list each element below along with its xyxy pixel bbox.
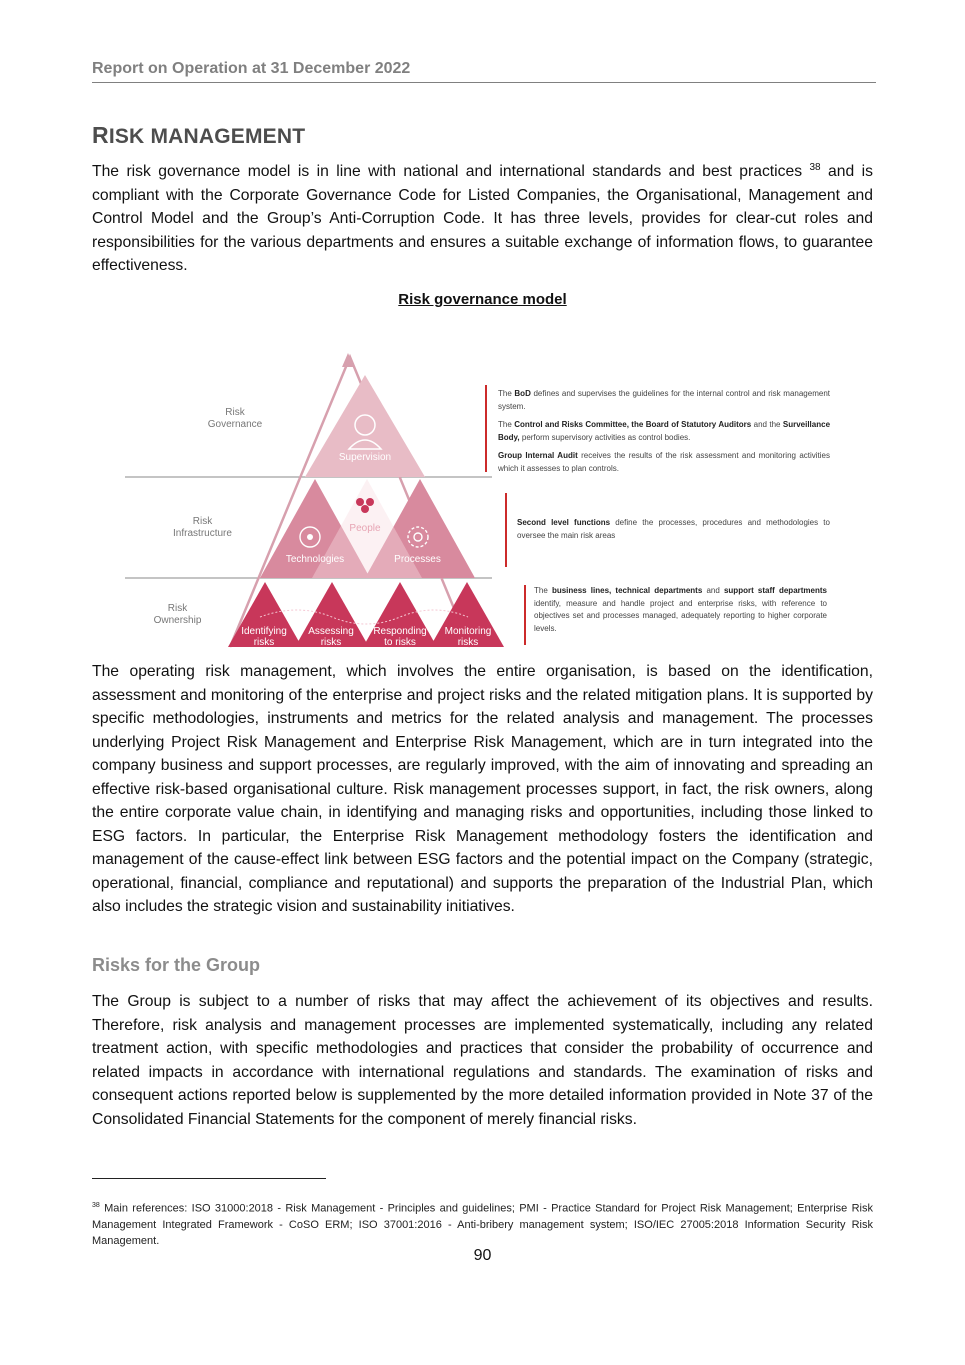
technologies-label: Technologies: [285, 554, 345, 565]
people-icon-3: [361, 505, 369, 513]
footnote-number: 38: [92, 1202, 100, 1209]
ownership-desc-text: [534, 585, 827, 635]
processes-label: Processes: [394, 554, 441, 565]
governance-desc-audit: [498, 450, 830, 475]
people-label: People: [349, 523, 381, 534]
level-label-ownership-l1: Risk: [167, 603, 188, 614]
desc1-a2: BoD: [514, 389, 531, 398]
desc1-c1: Group Internal Audit: [498, 451, 578, 460]
section-title-initial: R: [92, 122, 109, 148]
desc1-b3: and the: [751, 420, 783, 429]
network-icon-dot: [307, 534, 313, 540]
desc3-a3: and: [702, 586, 724, 595]
desc3-a1: The: [534, 586, 552, 595]
level-label-infrastructure-l2: Infrastructure: [173, 528, 232, 539]
operating-risk-paragraph: The operating risk management, which involves the entire organisation, is based on the identification, assessment and monitoring of the enterprise and project risks and the related mitigation plans. It is supported by specific methodologies, instruments and metrics for the related analysis and management. The processes underlying Project Risk Management and Enterprise Risk Management, which are in turn integrated into the company business and support processes, are regularly improved, with the aim of innovating and spreading an effective risk-based organisational culture. Risk management processes support, in fact, the risk owners, along the entire corporate value chain, in identifying and managing risks and opportunities, including those linked to ESG factors. In particular, the Enterprise Risk Management methodology fosters the identification and management of the cause-effect link between ESG factors and the potential impact on the Company (strategic, operational, financial, compliance and reputational) and supports the preparation of the Industrial Plan, which also includes the strategic vision and sustainability initiatives.: [92, 663, 873, 915]
bottom-label-identifying-l2: risks: [253, 637, 275, 648]
footnote: [92, 1198, 873, 1249]
desc1-b1: The: [498, 420, 515, 429]
ownership-description: [534, 585, 827, 641]
bottom-label-assessing: [302, 626, 360, 648]
bottom-label-responding-l1: Responding: [373, 626, 427, 637]
subheading-risks-for-group: Risks for the Group: [92, 955, 261, 975]
supervision-label: Supervision: [338, 452, 392, 463]
bottom-label-responding: [370, 626, 430, 648]
governance-description: [498, 388, 830, 481]
risk-governance-diagram: [120, 345, 850, 650]
footnote-reference[interactable]: 38: [809, 161, 821, 173]
desc3-a2: business lines, technical departments: [551, 586, 703, 595]
level-label-infrastructure-l1: Risk: [192, 516, 213, 527]
section-title-rest: ISK MANAGEMENT: [108, 125, 306, 148]
desc1-a1: The: [498, 389, 515, 398]
desc1-b2: Control and Risks Committee, the Board of Statutory Auditors: [514, 420, 752, 429]
desc1-b5: perform supervisory activities as control bodies.: [519, 432, 691, 442]
desc1-a3: defines and supervises the guidelines for the internal control and risk management system.: [498, 389, 830, 411]
figure-title: Risk governance model: [398, 291, 567, 308]
bottom-label-responding-l2: to risks: [384, 637, 416, 648]
bottom-label-assessing-l2: risks: [320, 637, 342, 648]
people-icon: [356, 498, 364, 506]
level-label-ownership: [145, 603, 210, 627]
infrastructure-description: [517, 517, 830, 548]
desc1-b4: Surveillance Body,: [498, 420, 831, 442]
intro-paragraph: [92, 160, 873, 278]
desc3-a4: support staff departments: [723, 586, 827, 595]
desc2-a2: define the processes, procedures and methodologies to oversee the main risk areas: [517, 518, 830, 540]
governance-desc-bod: [498, 388, 830, 413]
level-label-governance-l2: Governance: [207, 419, 263, 430]
level-label-governance-l1: Risk: [225, 407, 245, 418]
bottom-label-monitoring-l2: risks: [457, 637, 479, 648]
infrastructure-desc-text: [517, 517, 830, 542]
governance-desc-committees: [498, 419, 830, 444]
desc3-a5: identify, measure and handle project and enterprise risks, with reference to objectives set and processes managed, adequately reporting to higher corporate levels.: [534, 598, 827, 633]
group-risks-paragraph: The Group is subject to a number of risks that may affect the achievement of its objectives and results. Therefore, risk analysis and management processes are implemented systematically, including any related treatment action, with specific methodologies and practices that consider the probability of occurrence and related impacts in accordance with international regulations and standards. The examination of risks and consequent actions reported below is supplemented by the more detailed information provided in Note 37 of the Consolidated Financial Statements for the component of merely financial risks.: [92, 993, 873, 1128]
bottom-label-identifying-l1: Identifying: [241, 626, 287, 637]
running-header: Report on Operation at 31 December 2022: [92, 60, 876, 83]
people-icon-2: [366, 498, 374, 506]
desc2-a1: Second level functions: [517, 518, 611, 527]
level-label-infrastructure: [165, 516, 240, 540]
flow-curve: [260, 610, 468, 624]
section-title: [92, 122, 305, 149]
page-number: 90: [473, 1247, 492, 1264]
footnote-text: Main references: ISO 31000:2018 - Risk Management - Principles and guidelines; PMI - Practice Standard for Project Risk Management; Enterprise Risk Management Integrated Framework - CoSO ERM; ISO 37001:2016 - Anti-bribery management system; ISO/IEC 27005:2018 Information Security Risk Management.: [92, 1202, 873, 1247]
bottom-label-assessing-l1: Assessing: [308, 626, 354, 637]
bottom-label-monitoring-l1: Monitoring: [444, 626, 492, 637]
level-label-ownership-l2: Ownership: [153, 615, 202, 626]
bottom-label-monitoring: [438, 626, 498, 648]
intro-text-a: The risk governance model is in line with national and international standards and best practices: [92, 163, 810, 180]
footnote-separator: [92, 1178, 326, 1179]
bottom-label-identifying: [235, 626, 293, 648]
level-label-governance: [200, 407, 270, 431]
intro-text-b: and is compliant with the Corporate Governance Code for Listed Companies, the Organisational, Management and Control Model and the Group’s Anti-Corruption Code. It has three levels, provides for clear-cut roles and responsibilities for the various departments and ensures a suitable exchange of information flows, to guarantee effectiveness.: [92, 163, 873, 274]
desc1-c2: receives the results of the risk assessment and monitoring activities which it assesses to plan controls.: [498, 451, 830, 473]
